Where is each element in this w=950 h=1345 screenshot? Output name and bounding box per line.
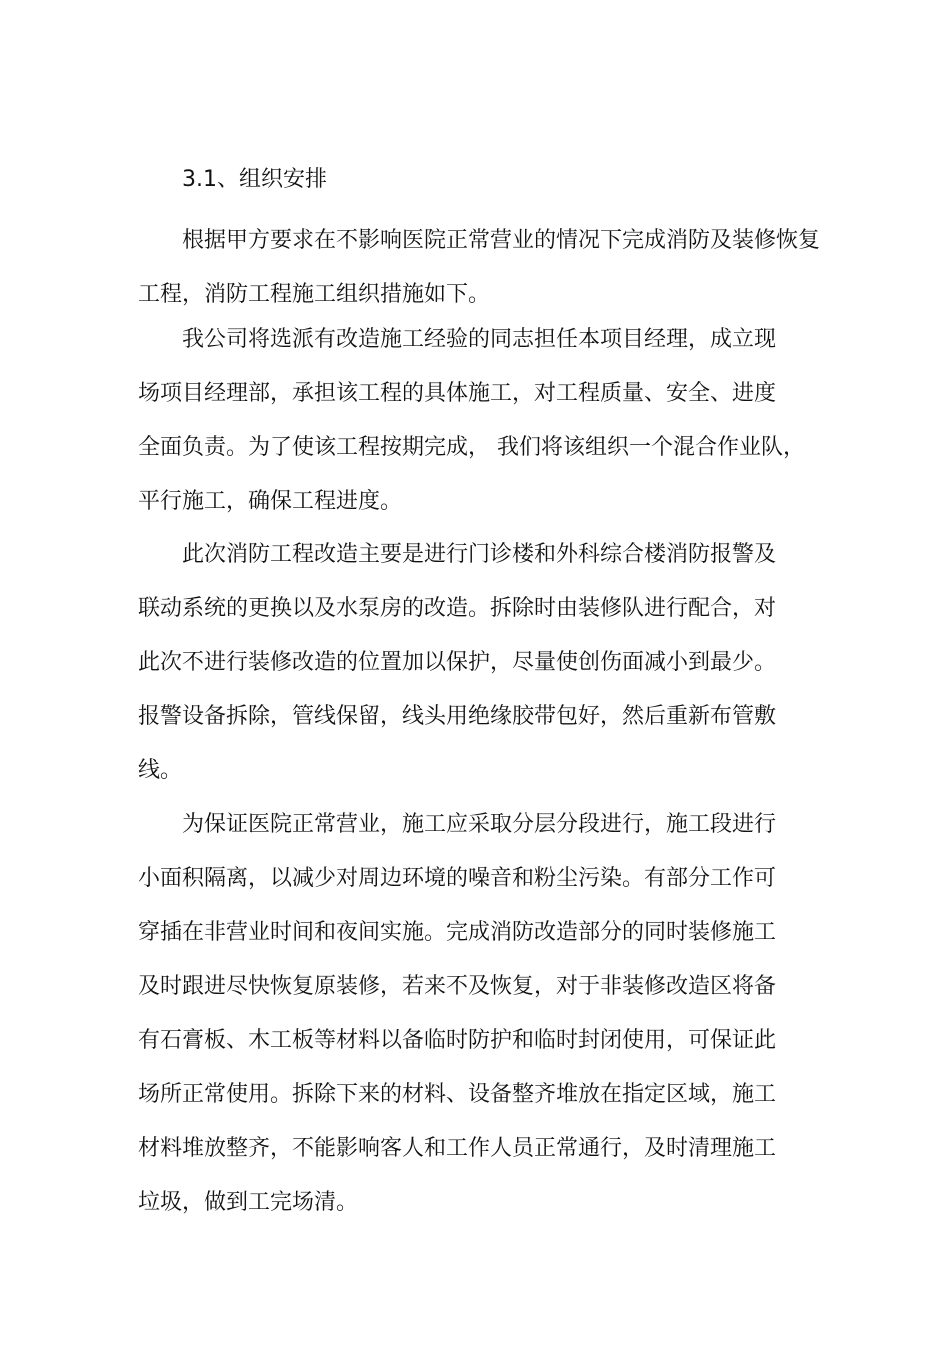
paragraph-line: 穿插在非营业时间和夜间实施。完成消防改造部分的同时装修施工 (138, 920, 777, 945)
paragraph-line: 材料堆放整齐，不能影响客人和工作人员正常通行，及时清理施工 (138, 1136, 777, 1161)
paragraph-line: 有石膏板、木工板等材料以备临时防护和临时封闭使用，可保证此 (138, 1028, 777, 1053)
paragraph-line: 为保证医院正常营业，施工应采取分层分段进行，施工段进行 (182, 812, 777, 837)
paragraph-line: 此次消防工程改造主要是进行门诊楼和外科综合楼消防报警及 (182, 542, 777, 567)
paragraph-2 (138, 313, 838, 529)
paragraph-line: 场项目经理部，承担该工程的具体施工，对工程质量、安全、进度 (138, 381, 777, 406)
section-heading: 3.1、组织安排 (182, 167, 327, 192)
paragraph-line: 及时跟进尽快恢复原装修，若来不及恢复，对于非装修改造区将备 (138, 974, 777, 999)
paragraph-3 (138, 528, 838, 798)
paragraph-line: 场所正常使用。拆除下来的材料、设备整齐堆放在指定区域，施工 (138, 1082, 777, 1107)
paragraph-line: 此次不进行装修改造的位置加以保护，尽量使创伤面减小到最少。 (138, 650, 777, 675)
paragraph-4 (138, 798, 838, 1230)
paragraph-line: 全面负责。为了使该工程按期完成， 我们将该组织一个混合作业队， (138, 435, 805, 460)
paragraph-line: 我公司将选派有改造施工经验的同志担任本项目经理，成立现 (182, 327, 777, 352)
paragraph-line: 工程，消防工程施工组织措施如下。 (138, 282, 491, 307)
paragraph-line: 报警设备拆除，管线保留，线头用绝缘胶带包好，然后重新布管敷 (138, 704, 777, 729)
paragraph-line: 联动系统的更换以及水泵房的改造。拆除时由装修队进行配合，对 (138, 596, 777, 621)
paragraph-1 (138, 214, 838, 322)
paragraph-line: 垃圾，做到工完场清。 (138, 1190, 359, 1215)
paragraph-line: 平行施工，确保工程进度。 (138, 489, 403, 514)
paragraph-line: 根据甲方要求在不影响医院正常营业的情况下完成消防及装修恢复 (182, 228, 821, 253)
paragraph-line: 小面积隔离，以减少对周边环境的噪音和粉尘污染。有部分工作可 (138, 866, 777, 891)
paragraph-line: 线。 (138, 758, 183, 783)
